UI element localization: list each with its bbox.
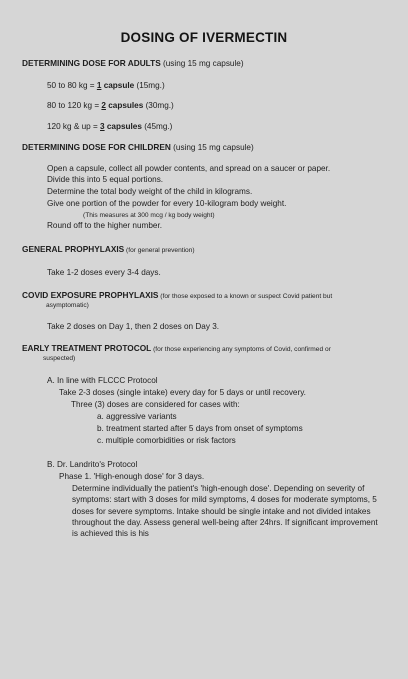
- early-qualifier: (for those experiencing any symptoms of Covid, confirmed or: [151, 346, 331, 353]
- protocol-a-title: A. In line with FLCCC Protocol: [47, 376, 158, 385]
- covid-qualifier-cont: asymptomatic): [46, 302, 89, 309]
- dose-count: 1: [96, 81, 102, 90]
- adults-heading-line: [22, 58, 244, 69]
- adults-qualifier: (using 15 mg capsule): [160, 59, 244, 68]
- covid-text: Take 2 doses on Day 1, then 2 doses on Day 3.: [47, 322, 220, 331]
- children-heading: DETERMINING DOSE FOR CHILDREN: [22, 142, 171, 152]
- children-note: (This measures at 300 mcg / kg body weight): [83, 212, 215, 219]
- protocol-a-item: c. multiple comorbidities or risk factors: [97, 436, 236, 445]
- protocol-a-item: a. aggressive variants: [97, 412, 177, 421]
- children-heading-line: [22, 142, 254, 153]
- dose-count: 2: [101, 101, 106, 110]
- covid-qualifier: (for those exposed to a known or suspect Covid patient but: [158, 293, 333, 300]
- dose-range: 120 kg & up =: [47, 122, 101, 131]
- protocol-b-phase: Phase 1. 'High-enough dose' for 3 days.: [59, 472, 205, 481]
- dose-range: 50 to 80 kg =: [47, 81, 97, 90]
- general-heading-line: [22, 244, 195, 256]
- dose-range: 80 to 120 kg =: [47, 101, 102, 110]
- dose-mg: (30mg.): [143, 101, 174, 110]
- children-step: Determine the total body weight of the child in kilograms.: [47, 187, 253, 196]
- protocol-b-title: B. Dr. Landrito's Protocol: [47, 460, 138, 469]
- dose-unit: capsules: [104, 122, 142, 131]
- dose-unit: capsule: [101, 81, 135, 90]
- protocol-b-paragraph: Determine individually the patient's 'high-enough dose'. Depending on severity of symptoms: start with 3 doses for mild symptoms, 4 doses for moderate symptoms, 5 doses for severe symptoms. Intake should be single intake and not divided intakes throughout the day. Assess general well-being after 24hrs. If significant improvement is achieved this is his: [72, 484, 378, 539]
- children-qualifier: (using 15 mg capsule): [170, 143, 254, 152]
- covid-heading: COVID EXPOSURE PROPHYLAXIS: [22, 290, 159, 300]
- adults-heading: DETERMINING DOSE FOR ADULTS: [22, 58, 161, 68]
- children-step: Divide this into 5 equal portions.: [47, 175, 164, 184]
- protocol-a-line: Three (3) doses are considered for cases with:: [71, 400, 240, 409]
- protocol-a-item: b. treatment started after 5 days from onset of symptoms: [97, 424, 303, 433]
- adult-dose-row: [47, 100, 174, 111]
- early-heading: EARLY TREATMENT PROTOCOL: [22, 343, 152, 353]
- general-text: Take 1-2 doses every 3-4 days.: [47, 268, 161, 277]
- children-step: Give one portion of the powder for every 10-kilogram body weight.: [47, 199, 287, 208]
- general-heading: GENERAL PROPHYLAXIS: [22, 244, 125, 254]
- protocol-a-line: Take 2-3 doses (single intake) every day for 5 days or until recovery.: [59, 388, 306, 397]
- children-step: Open a capsule, collect all powder contents, and spread on a saucer or paper.: [47, 164, 331, 173]
- dose-unit: capsules: [105, 101, 144, 110]
- general-qualifier: (for general prevention): [124, 247, 195, 254]
- adult-dose-row: [47, 121, 172, 132]
- dose-mg: (15mg.): [134, 81, 165, 90]
- dose-count: 3: [100, 122, 105, 131]
- dose-mg: (45mg.): [141, 122, 173, 131]
- adult-dose-row: [47, 80, 165, 91]
- page-title: DOSING OF IVERMECTIN: [120, 30, 288, 45]
- children-round-off: Round off to the higher number.: [47, 221, 163, 230]
- early-qualifier-cont: suspected): [43, 355, 76, 362]
